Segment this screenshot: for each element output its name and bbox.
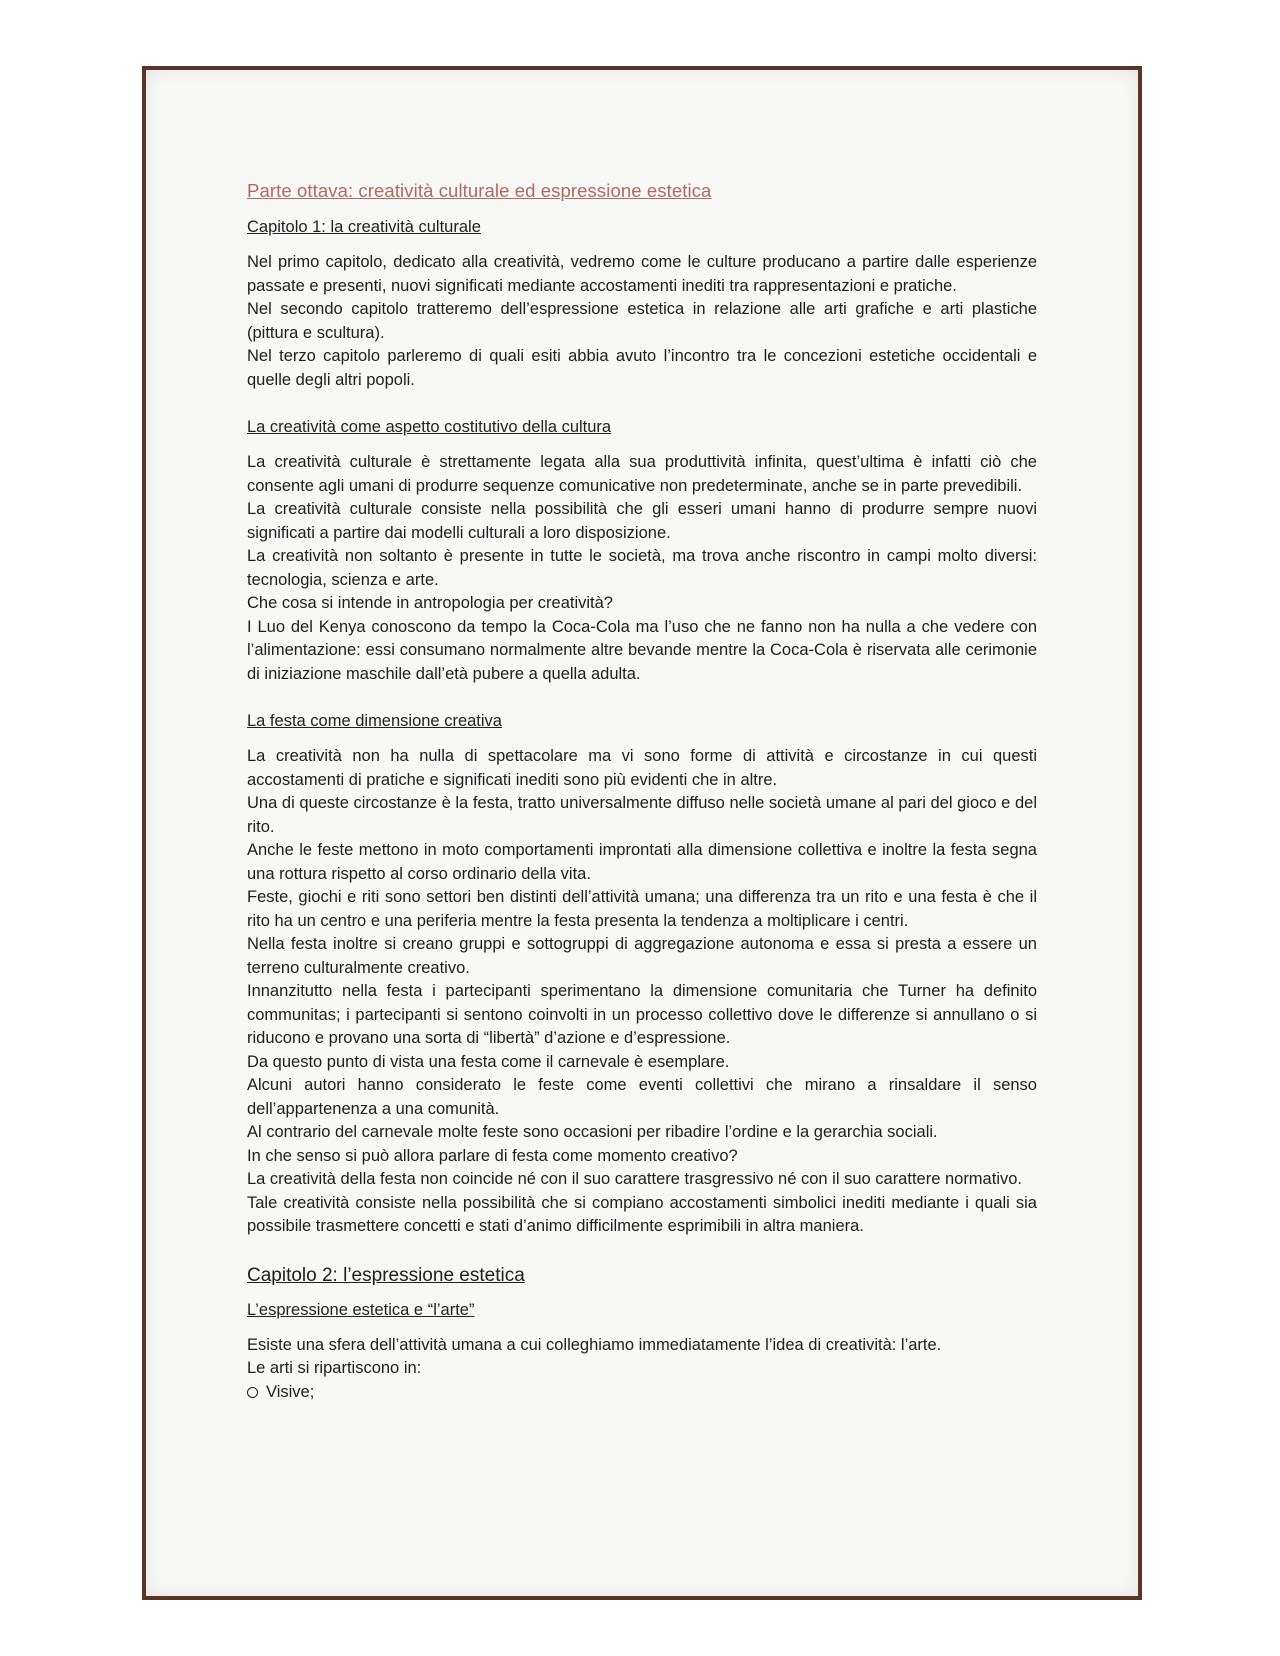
paragraph: Che cosa si intende in antropologia per creatività? xyxy=(247,594,613,612)
paragraph: Feste, giochi e riti sono settori ben distinti dell’attività umana; una differenza tra un rito e una festa è che il rito ha un centro e una periferia mentre la festa presenta la tendenza a moltiplicare i centri. xyxy=(247,888,1037,930)
list-item-text: Visive; xyxy=(266,1382,315,1401)
paragraph: Nel secondo capitolo tratteremo dell’espressione estetica in relazione alle arti grafiche e arti plastiche (pittura e scultura). xyxy=(247,300,1037,342)
paragraph: Nel primo capitolo, dedicato alla creatività, vedremo come le culture producano a partire dalle esperienze passate e presenti, nuovi significati mediante accostamenti inediti tra rappresentazioni e pratiche. xyxy=(247,253,1037,295)
circle-bullet-icon xyxy=(247,1387,258,1398)
section-festa-body xyxy=(247,745,1037,1239)
section-espressione-body xyxy=(247,1334,1037,1405)
section-title-espressione: L’espressione estetica e “l’arte” xyxy=(247,1300,475,1319)
paragraph: La creatività culturale consiste nella possibilità che gli esseri umani hanno di produrre sempre nuovi significati a partire dai modelli culturali a loro disposizione. xyxy=(247,500,1037,542)
paragraph: La creatività culturale è strettamente legata alla sua produttività infinita, quest’ultima è infatti ciò che consente agli umani di produrre sequenze comunicative non predeterminate, anche se in parte prevedibili. xyxy=(247,453,1037,495)
paragraph: Tale creatività consiste nella possibilità che si compiano accostamenti simbolici inediti mediante i quali sia possibile trasmettere concetti e stati d’animo difficilmente esprimibili in altra maniera. xyxy=(247,1193,1037,1235)
paragraph: Esiste una sfera dell’attività umana a cui colleghiamo immediatamente l’idea di creatività: l’arte. xyxy=(247,1335,942,1354)
paragraph: La creatività non ha nulla di spettacolare ma vi sono forme di attività e circostanze in cui questi accostamenti di pratiche e significati inediti sono più evidenti che in altre. xyxy=(247,747,1037,789)
paragraph: Nel terzo capitolo parleremo di quali esiti abbia avuto l’incontro tra le concezioni estetiche occidentali e quelle degli altri popoli. xyxy=(247,347,1037,389)
paragraph: In che senso si può allora parlare di festa come momento creativo? xyxy=(247,1146,738,1165)
section-title-creativita: La creatività come aspetto costitutivo della cultura xyxy=(247,418,612,436)
section-creativita-body xyxy=(247,451,1037,686)
chapter-1-title: Capitolo 1: la creatività culturale xyxy=(247,218,481,236)
chapter-2-title: Capitolo 2: l’espressione estetica xyxy=(247,1264,525,1286)
paragraph: Al contrario del carnevale molte feste sono occasioni per ribadire l’ordine e la gerarchia sociali. xyxy=(247,1123,938,1141)
list-item xyxy=(247,1381,1037,1405)
paragraph: La creatività non soltanto è presente in tutte le società, ma trova anche riscontro in campi molto diversi: tecnologia, scienza e arte. xyxy=(247,547,1037,589)
paragraph: La creatività della festa non coincide né con il suo carattere trasgressivo né con il suo carattere normativo. xyxy=(247,1170,1022,1188)
section-title-festa: La festa come dimensione creativa xyxy=(247,712,502,730)
paragraph: Da questo punto di vista una festa come il carnevale è esemplare. xyxy=(247,1052,730,1071)
paragraph: Alcuni autori hanno considerato le feste come eventi collettivi che mirano a rinsaldare il senso dell’appartenenza a una comunità. xyxy=(247,1076,1037,1118)
paragraph: Una di queste circostanze è la festa, tratto universalmente diffuso nelle società umane al pari del gioco e del rito. xyxy=(247,794,1037,836)
part-title: Parte ottava: creatività culturale ed espressione estetica xyxy=(247,180,712,201)
paragraph: Le arti si ripartiscono in: xyxy=(247,1359,422,1377)
document-content xyxy=(247,180,1037,1404)
paragraph: Nella festa inoltre si creano gruppi e sottogruppi di aggregazione autonoma e essa si presta a essere un terreno culturalmente creativo. xyxy=(247,935,1037,977)
paragraph: I Luo del Kenya conoscono da tempo la Coca-Cola ma l’uso che ne fanno non ha nulla a che vedere con l’alimentazione: essi consumano normalmente altre bevande mentre la Coca-Cola è riservata alle cerimonie di iniziazione maschile dall’età pubere a quella adulta. xyxy=(247,617,1037,683)
paragraph: Anche le feste mettono in moto comportamenti improntati alla dimensione collettiva e inoltre la festa segna una rottura rispetto al corso ordinario della vita. xyxy=(247,841,1037,883)
chapter-1-intro xyxy=(247,251,1037,392)
paragraph: Innanzitutto nella festa i partecipanti sperimentano la dimensione comunitaria che Turner ha definito communitas; i partecipanti si sentono coinvolti in un processo collettivo dove le differenze si annullano o si riducono e provano una sorta di “libertà” d’azione e d’espressione. xyxy=(247,982,1037,1047)
